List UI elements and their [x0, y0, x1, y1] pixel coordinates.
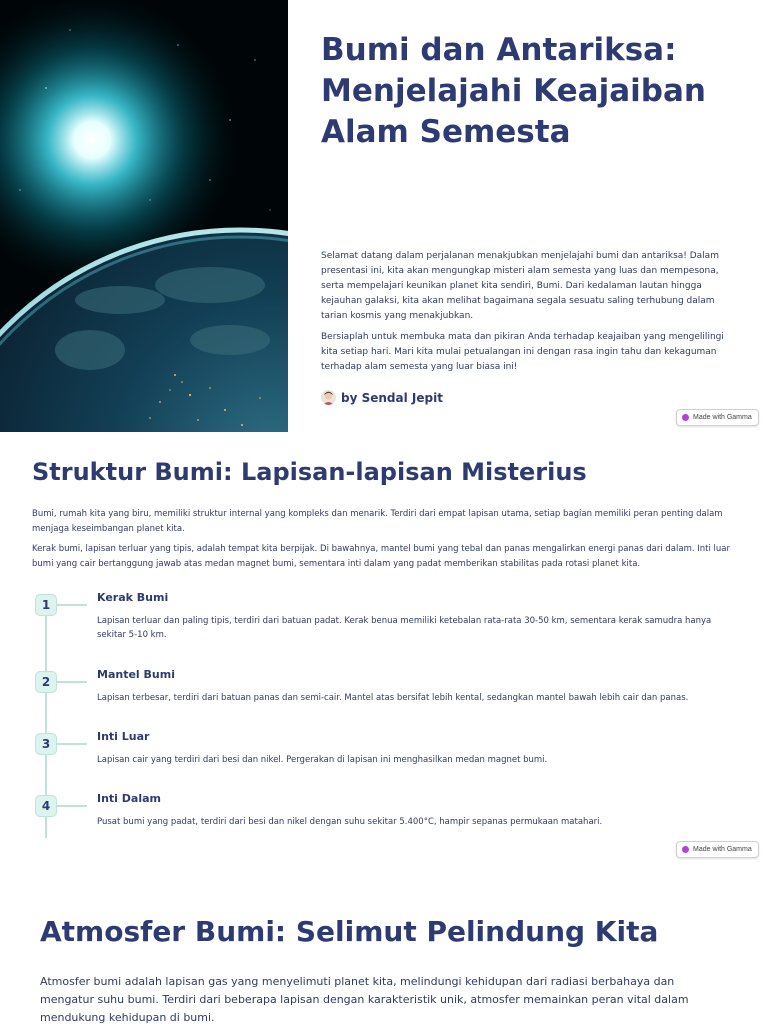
gamma-logo-icon	[682, 846, 689, 853]
step-title: Inti Dalam	[97, 792, 161, 805]
section-paragraph: Bumi, rumah kita yang biru, memiliki struktur internal yang kompleks dan menarik. Terdiri dari empat lapisan utama, setiap bagian memiliki peran penting dalam menjaga keseimbangan planet kita.	[32, 509, 723, 534]
step-description: Lapisan cair yang terdiri dari besi dan nikel. Pergerakan di lapisan ini menghasilkan medan magnet bumi.	[97, 755, 548, 765]
page-title: Bumi dan Antariksa: Menjelajahi Keajaiban Alam Semesta	[321, 32, 706, 150]
step-number: 3	[35, 733, 57, 755]
step-description: Pusat bumi yang padat, terdiri dari besi dan nikel dengan suhu sekitar 5.400°C, hampir sepanas permukaan matahari.	[97, 817, 603, 827]
step-description: Lapisan terbesar, terdiri dari batuan panas dan semi-cair. Mantel atas bersifat lebih kental, sedangkan mantel bawah lebih cair dan panas.	[97, 693, 689, 703]
author-name: by Sendal Jepit	[341, 390, 443, 405]
intro-paragraph: Bersiaplah untuk membuka mata dan pikiran Anda terhadap keajaiban yang mengelilingi kita setiap hari. Mari kita mulai petualangan ini dengan rasa ingin tahu dan kekaguman terhadap alam semesta yang luar biasa ini!	[321, 332, 724, 372]
author-avatar	[321, 390, 336, 405]
badge-label: Made with Gamma	[693, 846, 752, 853]
step-connector	[57, 805, 87, 807]
step-connector	[57, 681, 87, 683]
intro-text	[321, 249, 731, 381]
earth-from-space-image	[0, 0, 288, 432]
section-paragraph: Kerak bumi, lapisan terluar yang tipis, adalah tempat kita berpijak. Di bawahnya, mantel bumi yang tebal dan panas mengalirkan energi panas dari dalam. Inti luar bumi yang cair bertanggung jawab atas medan magnet bumi, sementara inti dalam yang padat memberikan stabilitas pada rotasi planet kita.	[32, 544, 730, 569]
section-paragraph: Atmosfer bumi adalah lapisan gas yang menyelimuti planet kita, melindungi kehidupan dari radiasi berbahaya dan mengatur suhu bumi. Terdiri dari beberapa lapisan dengan karakteristik unik, atmosfer memainkan peran vital dalam mendukung kehidupan di bumi.	[40, 975, 689, 1024]
atmosphere-slide	[0, 864, 768, 1024]
made-with-gamma-badge[interactable]	[676, 841, 759, 858]
step-title: Mantel Bumi	[97, 668, 175, 681]
step-title: Kerak Bumi	[97, 591, 169, 604]
author-byline	[321, 390, 443, 405]
section-title: Struktur Bumi: Lapisan-lapisan Misterius	[32, 458, 587, 486]
gamma-logo-icon	[682, 414, 689, 421]
step-connector	[57, 604, 87, 606]
section-title: Atmosfer Bumi: Selimut Pelindung Kita	[40, 915, 659, 948]
made-with-gamma-badge[interactable]	[676, 409, 759, 426]
badge-label: Made with Gamma	[693, 414, 752, 421]
step-number: 2	[35, 671, 57, 693]
section-intro	[32, 507, 737, 577]
step-number: 4	[35, 795, 57, 817]
earth-structure-slide	[0, 432, 768, 864]
step-connector	[57, 743, 87, 745]
title-slide	[0, 0, 768, 432]
step-number: 1	[35, 594, 57, 616]
step-title: Inti Luar	[97, 730, 150, 743]
intro-paragraph: Selamat datang dalam perjalanan menakjubkan menjelajahi bumi dan antariksa! Dalam presentasi ini, kita akan mengungkap misteri alam semesta yang luas dan mempesona, serta mempelajari keunikan planet kita sendiri, Bumi. Dari kedalaman lautan hingga kejauhan galaksi, kita akan melihat bagaimana segala sesuatu saling terhubung dalam tarian kosmis yang menakjubkan.	[321, 251, 719, 321]
step-description: Lapisan terluar dan paling tipis, terdiri dari batuan padat. Kerak benua memiliki ketebalan rata-rata 30-50 km, sementara kerak samudra hanya sekitar 5-10 km.	[97, 616, 712, 640]
